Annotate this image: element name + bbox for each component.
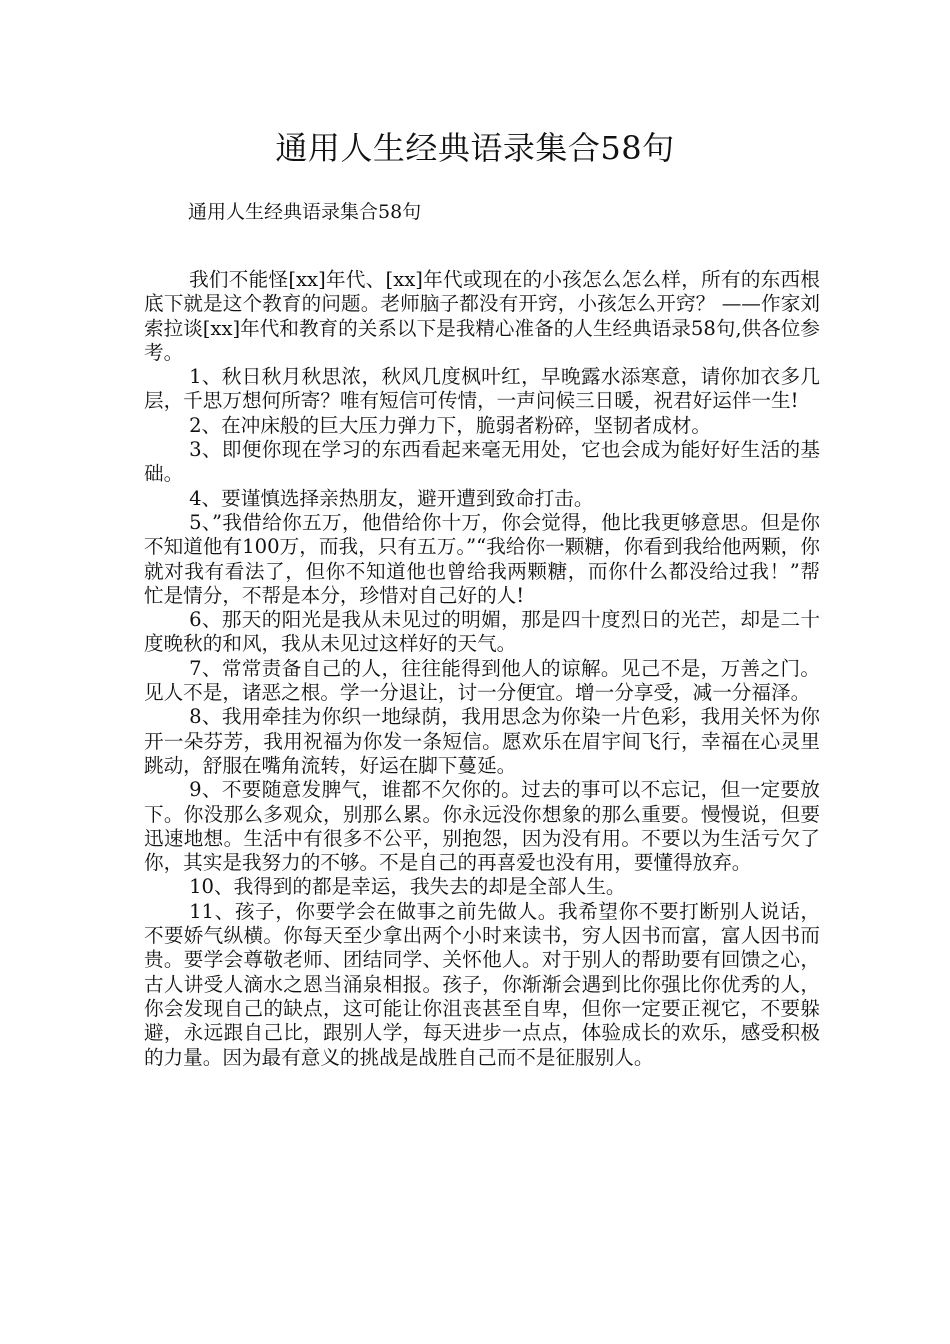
document-subtitle: 通用人生经典语录集合58句 [188, 201, 422, 223]
paragraph-quote-8: 8、我用牵挂为你织一地绿荫，我用思念为你染一片色彩，我用关怀为你开一朵芬芳，我用祝福为你发一条短信。愿欢乐在眉宇间飞行，幸福在心灵里跳动，舒服在嘴角流转，好运在脚下蔓延。 [144, 705, 820, 777]
paragraph-quote-7: 7、常常责备自己的人，往往能得到他人的谅解。见己不是，万善之门。见人不是，诸恶之根。学一分退让，讨一分便宜。增一分享受，减一分福泽。 [144, 656, 820, 705]
paragraph-quote-3: 3、即便你现在学习的东西看起来毫无用处，它也会成为能好好生活的基础。 [144, 438, 820, 486]
document-title: 通用人生经典语录集合58句 [275, 129, 675, 167]
paragraph-quote-6: 6、那天的阳光是我从未见过的明媚，那是四十度烈日的光芒，却是二十度晚秋的和风，我从未见过这样好的天气。 [144, 608, 820, 656]
paragraph-quote-1: 1、秋日秋月秋思浓，秋风几度枫叶红，早晚露水添寒意，请你加衣多几层，千思万想何所寄？唯有短信可传情，一声问候三日暖，祝君好运伴一生! [144, 365, 820, 413]
paragraph-intro: 我们不能怪[xx]年代、[xx]年代或现在的小孩怎么怎么样，所有的东西根底下就是这个教育的问题。老师脑子都没有开窍，小孩怎么开窍？ ——作家刘索拉谈[xx]年代和教育的关系以下是我精心准备的人生经典语录58句,供各位参考。 [144, 268, 820, 364]
document-body [144, 268, 820, 1070]
paragraph-quote-11: 11、孩子，你要学会在做事之前先做人。我希望你不要打断别人说话，不要娇气纵横。你每天至少拿出两个小时来读书，穷人因书而富，富人因书而贵。要学会尊敬老师、团结同学、关怀他人。对于别人的帮助要有回馈之心，古人讲受人滴水之恩当涌泉相报。孩子，你渐渐会遇到比你强比你优秀的人，你会发现自己的缺点，这可能让你沮丧甚至自卑，但你一定要正视它，不要躲避，永远跟自己比，跟别人学，每天进步一点点，体验成长的欢乐，感受积极的力量。因为最有意义的挑战是战胜自己而不是征服别人。 [144, 899, 820, 1069]
paragraph-quote-4: 4、要谨慎选择亲热朋友，避开遭到致命打击。 [189, 486, 594, 510]
paragraph-quote-9: 9、不要随意发脾气，谁都不欠你的。过去的事可以不忘记，但一定要放下。你没那么多观众，别那么累。你永远没你想象的那么重要。慢慢说，但要迅速地想。生活中有很多不公平，别抱怨，因为没有用。不要以为生活亏欠了你，其实是我努力的不够。不是自己的再喜爱也没有用，要懂得放弃。 [144, 778, 820, 875]
paragraph-quote-2: 2、在冲床般的巨大压力弹力下，脆弱者粉碎，坚韧者成材。 [189, 413, 711, 437]
paragraph-quote-10: 10、我得到的都是幸运，我失去的却是全部人生。 [189, 875, 626, 899]
paragraph-quote-5: 5、”我借给你五万，他借给你十万，你会觉得，他比我更够意思。但是你不知道他有100万，而我，只有五万。”“我给你一颗糖，你看到我给他两颗，你就对我有看法了，但你不知道他也曾给我两颗糖，而你什么都没给过我！”帮忙是情分，不帮是本分，珍惜对自己好的人! [144, 510, 820, 607]
